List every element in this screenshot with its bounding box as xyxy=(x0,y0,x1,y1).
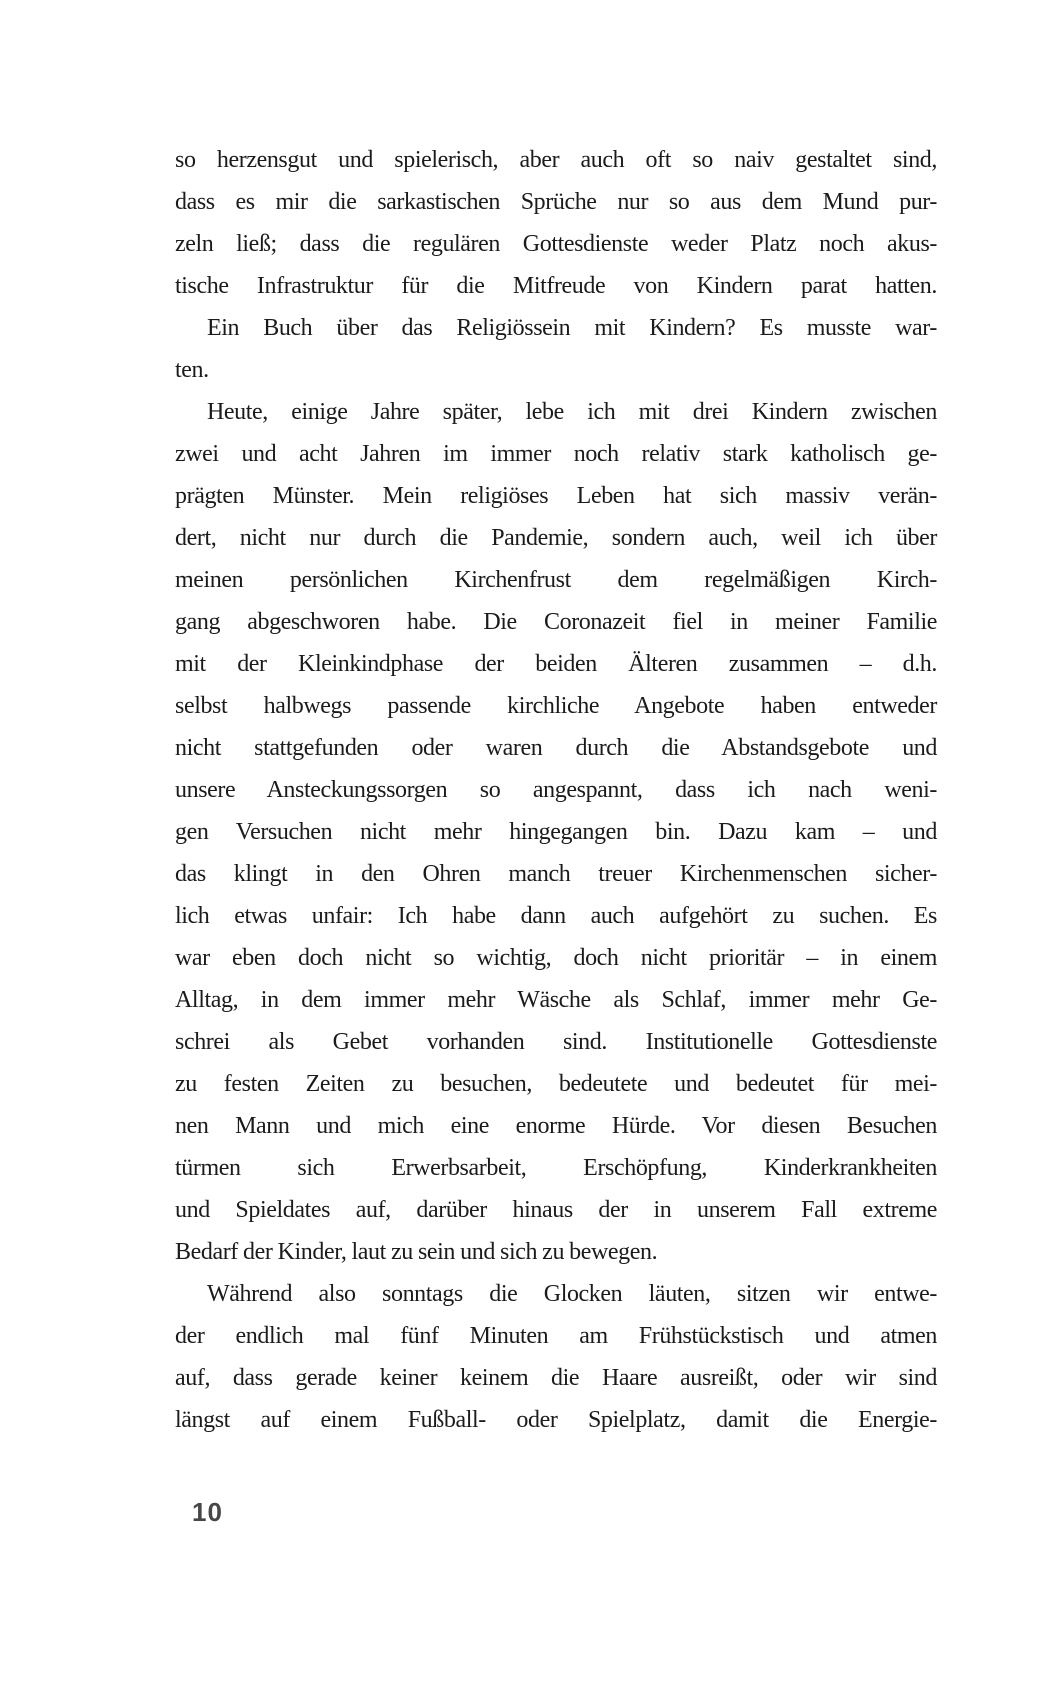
text-line: Bedarf der Kinder, laut zu sein und sich zu bewegen. xyxy=(175,1239,658,1265)
text-line: türmen sich Erwerbsarbeit, Erschöpfung, Kinderkrankheiten xyxy=(175,1155,937,1181)
text-line: nen Mann und mich eine enorme Hürde. Vor diesen Besuchen xyxy=(175,1113,937,1139)
text-line: mit der Kleinkindphase der beiden Älteren zusammen – d.h. xyxy=(175,651,937,677)
text-line: zu festen Zeiten zu besuchen, bedeutete und bedeutet für mei- xyxy=(175,1071,937,1097)
text-line: unsere Ansteckungssorgen so angespannt, dass ich nach weni- xyxy=(175,777,937,803)
text-line: Während also sonntags die Glocken läuten, sitzen wir entwe- xyxy=(207,1281,937,1307)
text-line: tische Infrastruktur für die Mitfreude von Kindern parat hatten. xyxy=(175,273,937,299)
text-line: dert, nicht nur durch die Pandemie, sondern auch, weil ich über xyxy=(175,525,937,551)
text-line: Alltag, in dem immer mehr Wäsche als Schlaf, immer mehr Ge- xyxy=(175,987,937,1013)
text-line: gang abgeschworen habe. Die Coronazeit fiel in meiner Familie xyxy=(175,609,937,635)
body-text xyxy=(175,139,937,1441)
text-line: der endlich mal fünf Minuten am Frühstückstisch und atmen xyxy=(175,1323,937,1349)
text-line: war eben doch nicht so wichtig, doch nicht prioritär – in einem xyxy=(175,945,937,971)
text-line: gen Versuchen nicht mehr hingegangen bin. Dazu kam – und xyxy=(175,819,937,845)
page-number: 10 xyxy=(192,1497,223,1527)
text-line: Ein Buch über das Religiössein mit Kindern? Es musste war- xyxy=(207,315,937,341)
text-line: so herzensgut und spielerisch, aber auch oft so naiv gestaltet sind, xyxy=(175,147,937,173)
text-line: und Spieldates auf, darüber hinaus der in unserem Fall extreme xyxy=(175,1197,937,1223)
text-line: das klingt in den Ohren manch treuer Kirchenmenschen sicher- xyxy=(175,861,937,887)
text-line: nicht stattgefunden oder waren durch die Abstandsgebote und xyxy=(175,735,937,761)
text-line: auf, dass gerade keiner keinem die Haare ausreißt, oder wir sind xyxy=(175,1365,937,1391)
text-line: schrei als Gebet vorhanden sind. Institutionelle Gottesdienste xyxy=(175,1029,937,1055)
text-line: dass es mir die sarkastischen Sprüche nur so aus dem Mund pur- xyxy=(175,189,937,215)
text-line: meinen persönlichen Kirchenfrust dem regelmäßigen Kirch- xyxy=(175,567,937,593)
text-line: prägten Münster. Mein religiöses Leben hat sich massiv verän- xyxy=(175,483,937,509)
text-line: ten. xyxy=(175,357,209,383)
text-line: zeln ließ; dass die regulären Gottesdienste weder Platz noch akus- xyxy=(175,231,937,257)
text-line: Heute, einige Jahre später, lebe ich mit drei Kindern zwischen xyxy=(207,399,937,425)
text-line: längst auf einem Fußball- oder Spielplatz, damit die Energie- xyxy=(175,1407,937,1433)
text-line: lich etwas unfair: Ich habe dann auch aufgehört zu suchen. Es xyxy=(175,903,937,929)
text-line: selbst halbwegs passende kirchliche Angebote haben entweder xyxy=(175,693,937,719)
text-line: zwei und acht Jahren im immer noch relativ stark katholisch ge- xyxy=(175,441,937,467)
